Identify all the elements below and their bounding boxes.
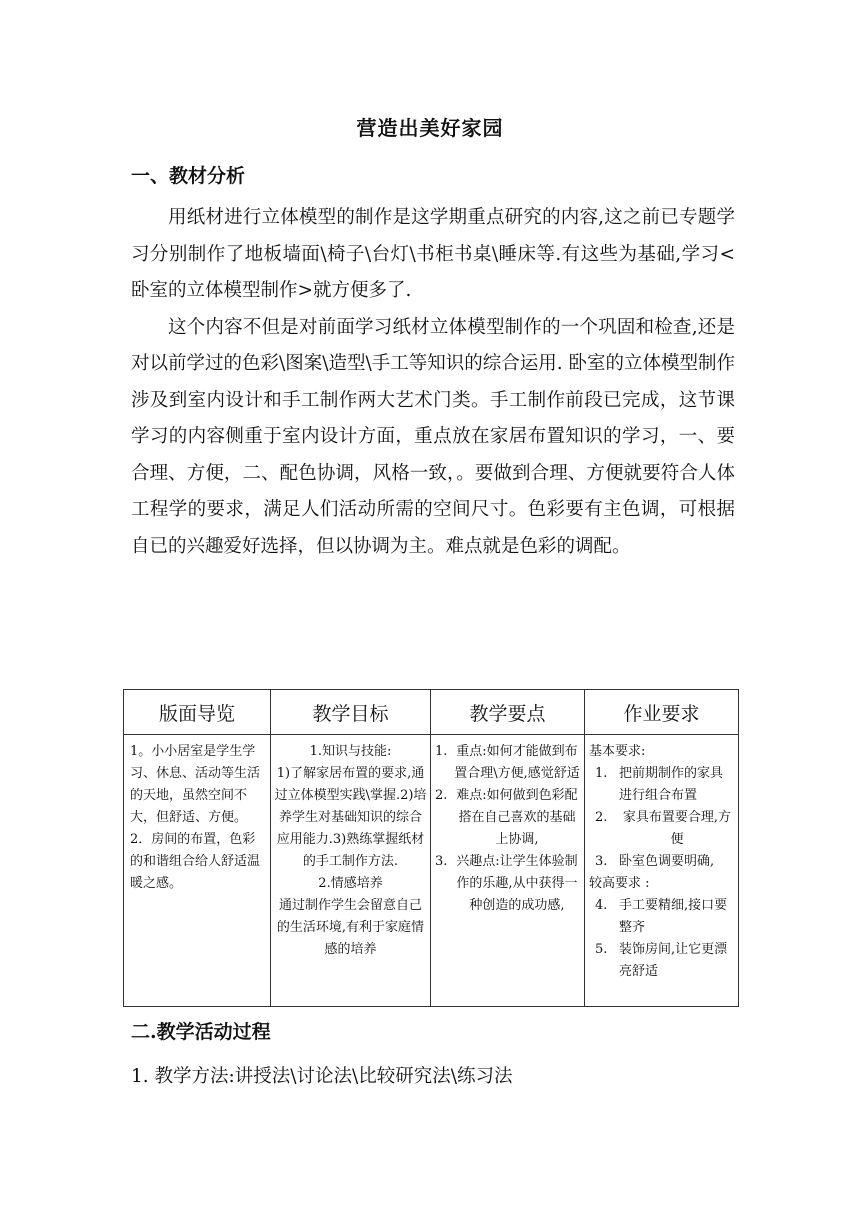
overview-item: 1。小小居室是学生学习、休息、活动等生活的天地，虽然空间不大，但舒适、方便。: [130, 744, 261, 825]
analysis-text: [131, 200, 735, 565]
basic-requirements-label: 基本要求:: [589, 744, 646, 759]
list-item: 2. 难点:如何做到色彩配搭在自己喜欢的基础上协调,: [435, 788, 578, 847]
section-heading-process: 二.教学活动过程: [131, 1021, 271, 1043]
list-item: 3. 卧室色调要明确,: [595, 854, 715, 869]
goal-heading: 1.知识与技能:: [309, 744, 392, 759]
list-item: 2. 家具布置要合理,方便: [595, 810, 732, 847]
goal-text: 通过制作学生会留意自己的生活环境,有利于家庭情感的培养: [276, 898, 425, 957]
goal-text: 1)了解家居布置的要求,通过立体模型实践\掌握.2)培养学生对基础知识的综合应用能力.3)熟练掌握纸材的手工制作方法.: [274, 766, 427, 869]
lesson-plan-table: [123, 689, 739, 1007]
header-teaching-goals: 教学目标: [271, 690, 431, 735]
paragraph-2: 这个内容不但是对前面学习纸材立体模型制作的一个巩固和检查,还是对以前学过的色彩\图案\造型\手工等知识的综合运用. 卧室的立体模型制作涉及到室内设计和手工制作两大艺术门类。手工制作前段已完成，这节课学习的内容侧重于室内设计方面，重点放在家居布置知识的学习，一、要合理、方便，二、配色协调，风格一致，。要做到合理、方便就要符合人体工程学的要求，满足人们活动所需的空间尺寸。色彩要有主色调，可根据自已的兴趣爱好选择，但以协调为主。难点就是色彩的调配。: [131, 316, 735, 557]
section-heading-analysis: 一、教材分析: [131, 165, 246, 187]
overview-item: 2．房间的布置，色彩的和谐组合给人舒适温暖之感。: [130, 832, 261, 891]
teaching-method-line: 1. 教学方法:讲授法\讨论法\比较研究法\练习法: [131, 1066, 513, 1087]
header-teaching-points: 教学要点: [431, 690, 585, 735]
document-title: 营造出美好家园: [356, 116, 504, 140]
table-header-row: [124, 690, 739, 735]
list-item: 5. 装饰房间,让它更漂亮舒适: [595, 942, 728, 979]
cell-homework: [585, 735, 739, 1007]
goal-heading: 2.情感培养: [318, 876, 383, 891]
cell-teaching-points: [431, 735, 585, 1007]
table-row: [124, 735, 739, 1007]
list-item: 3. 兴趣点:让学生体验制作的乐趣,从中获得一种创造的成功感,: [435, 854, 578, 913]
cell-teaching-goals: [271, 735, 431, 1007]
cell-layout-overview: [124, 735, 271, 1007]
header-layout-overview: 版面导览: [124, 690, 271, 735]
header-homework: 作业要求: [585, 690, 739, 735]
list-item: 1. 把前期制作的家具进行组合布置: [595, 766, 724, 803]
list-item: 1. 重点:如何才能做到布置合理\方便,感觉舒适: [435, 744, 580, 781]
paragraph-1: 用纸材进行立体模型的制作是这学期重点研究的内容,这之前已专题学习分别制作了地板墙面\椅子\台灯\书柜书桌\睡床等.有这些为基础,学习<卧室的立体模型制作>就方便多了.: [131, 207, 735, 301]
list-item: 4. 手工要精细,接口要整齐: [595, 898, 728, 935]
advanced-requirements-label: 较高要求 :: [589, 876, 650, 891]
